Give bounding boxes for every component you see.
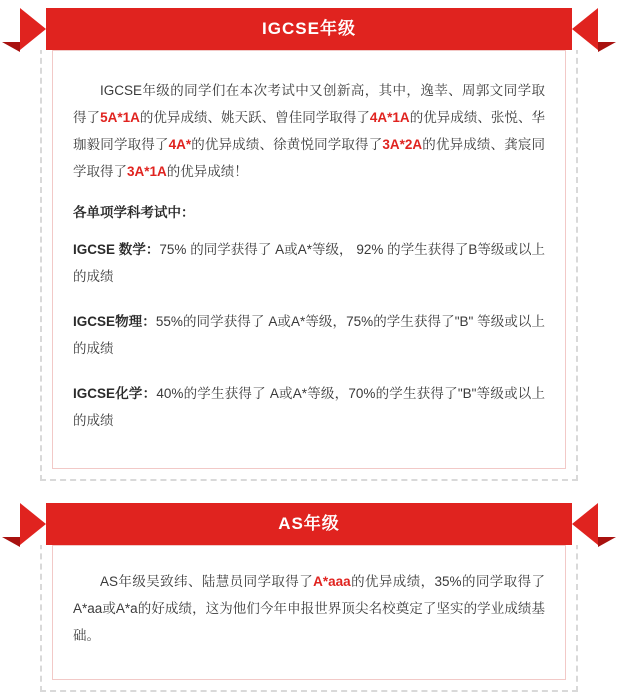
ribbon-shape bbox=[20, 8, 598, 50]
body-text: 55%的同学获得了 A或A*等级，75%的学生获得了"B" 等级或以上的成绩 bbox=[73, 314, 545, 356]
section-as bbox=[20, 481, 598, 692]
body-text: 的优异成绩！ bbox=[166, 164, 248, 179]
label-text: IGCSE 数学： bbox=[73, 242, 160, 257]
body-text: 75% 的同学获得了 A或A*等级， 92% 的学生获得了B等级或以上的成绩 bbox=[73, 242, 546, 284]
paragraph-igcse-subjects-label bbox=[73, 199, 545, 226]
body-text: 的优异成绩、龚宸同学取得了 bbox=[73, 137, 546, 179]
paragraph-as-summary bbox=[73, 568, 545, 649]
body-text: 40%的学生获得了 A或A*等级，70%的学生获得了"B"等级或以上的成绩 bbox=[73, 386, 545, 428]
label-text: 各单项学科考试中： bbox=[73, 205, 195, 220]
body-text: AS年级吴致纬、陆慧员同学取得了 bbox=[100, 574, 314, 589]
section-title-as: AS年级 bbox=[278, 514, 340, 533]
section-title-igcse: IGCSE年级 bbox=[262, 19, 356, 38]
card-igcse-inner bbox=[52, 50, 566, 469]
ribbon-shape bbox=[20, 503, 598, 545]
card-as-inner bbox=[52, 545, 566, 680]
ribbon-tail-right bbox=[598, 537, 616, 547]
body-text: 的优异成绩、张悦、华珈毅同学取得了 bbox=[73, 110, 545, 152]
section-igcse bbox=[20, 0, 598, 481]
body-text: IGCSE年级的同学们在本次考试中又创新高，其中，逸莘、周郭文同学取得了 bbox=[73, 83, 545, 125]
body-text: 的优异成绩、徐黄悦同学取得了 bbox=[191, 137, 383, 152]
highlighted-grade: 3A*2A bbox=[382, 137, 423, 152]
ribbon-tail-left bbox=[2, 537, 20, 547]
section-banner-as bbox=[20, 503, 598, 545]
body-text: 的优异成绩、姚天跃、曾佳同学取得了 bbox=[139, 110, 370, 125]
section-banner-igcse bbox=[20, 8, 598, 50]
highlighted-grade: A*aaa bbox=[313, 574, 351, 589]
paragraph-igcse-summary bbox=[73, 77, 545, 185]
card-as bbox=[40, 533, 578, 692]
paragraph-igcse-math bbox=[73, 236, 545, 290]
paragraph-igcse-physics bbox=[73, 308, 545, 362]
highlighted-grade: 5A*1A bbox=[100, 110, 140, 125]
highlighted-grade: 3A*1A bbox=[127, 164, 167, 179]
card-igcse bbox=[40, 38, 578, 481]
label-text: IGCSE物理： bbox=[73, 314, 156, 329]
label-text: IGCSE化学： bbox=[73, 386, 157, 401]
body-text: 的优异成绩，35%的同学取得了A*aa或A*a的好成绩，这为他们今年申报世界顶尖名校奠定了坚实的学业成绩基础。 bbox=[73, 574, 545, 643]
highlighted-grade: 4A*1A bbox=[369, 110, 410, 125]
ribbon-tail-left bbox=[2, 42, 20, 52]
ribbon-tail-right bbox=[598, 42, 616, 52]
paragraph-igcse-chemistry bbox=[73, 380, 545, 434]
highlighted-grade: 4A* bbox=[168, 137, 192, 152]
